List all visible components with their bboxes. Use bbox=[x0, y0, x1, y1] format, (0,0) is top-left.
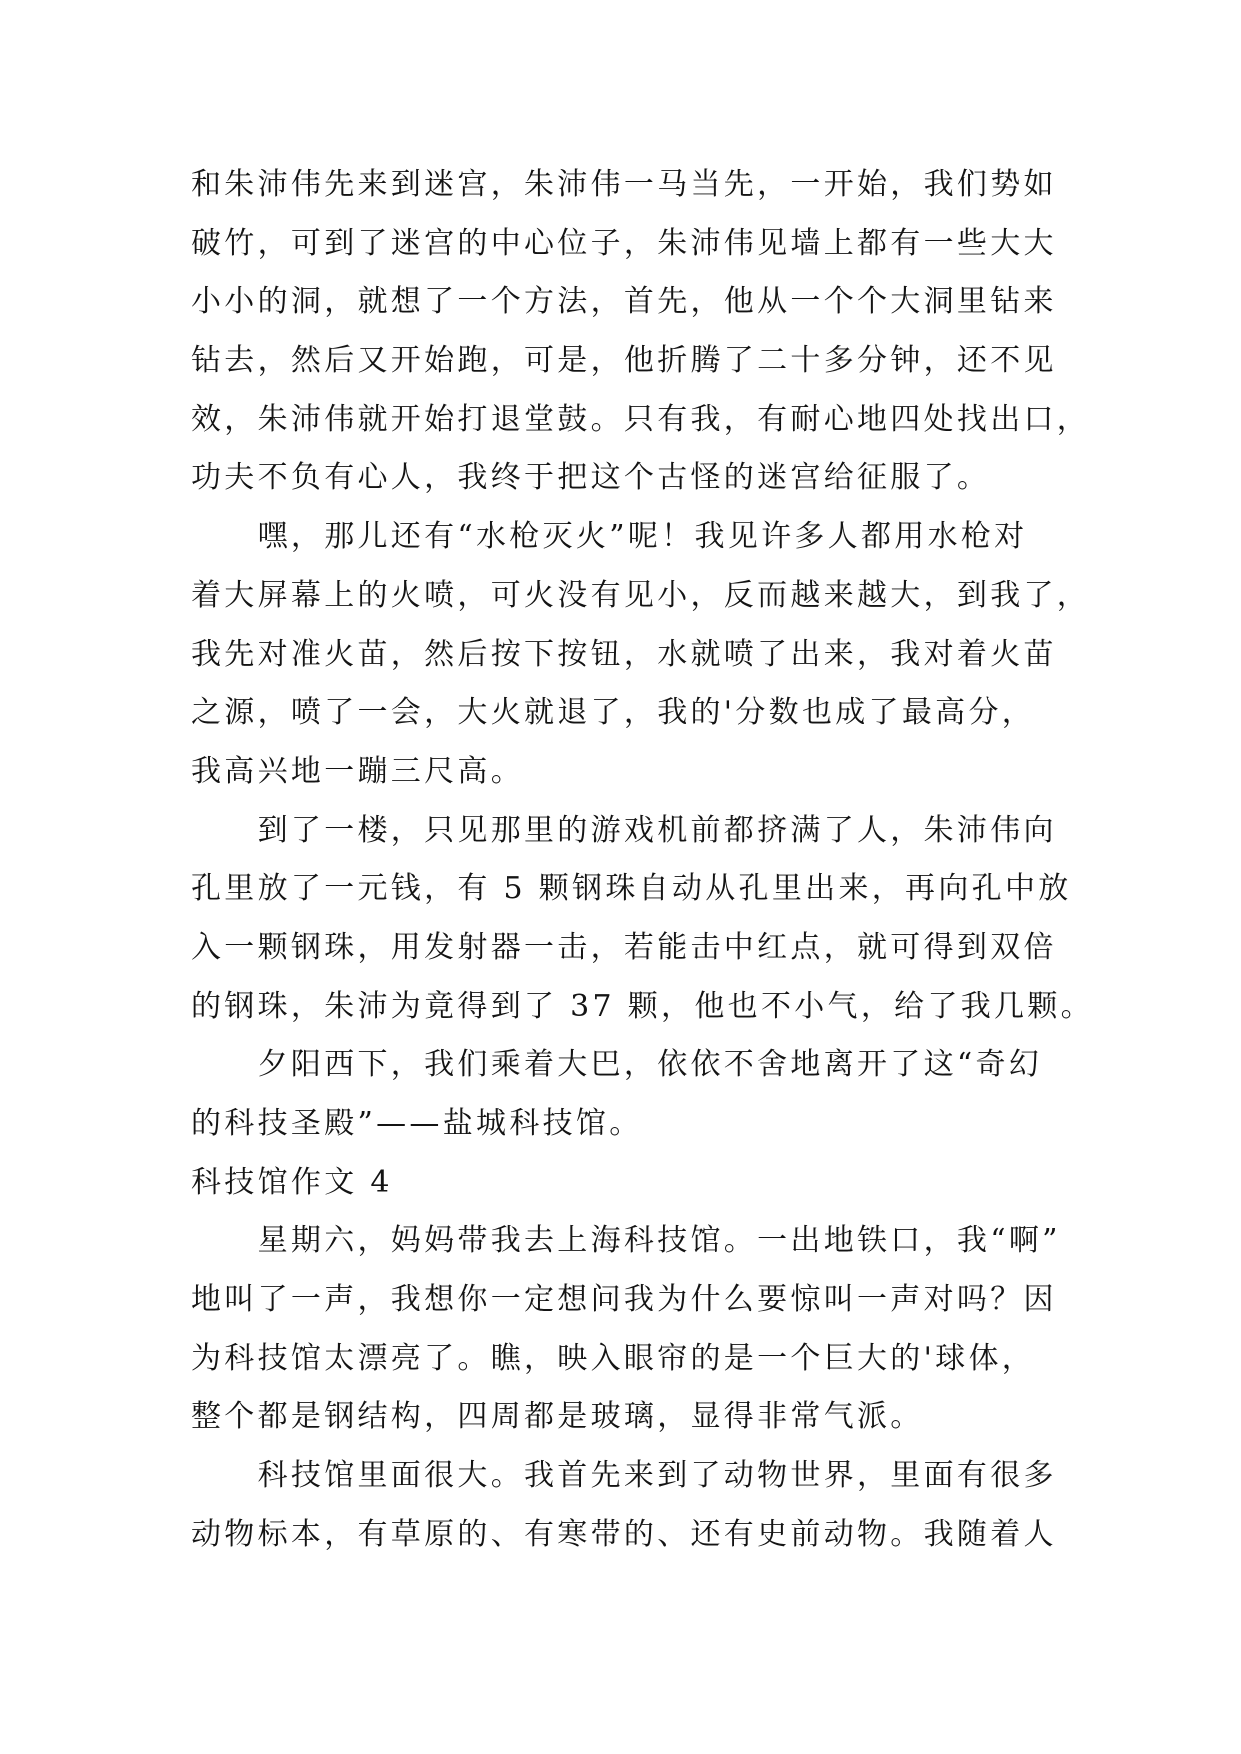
paragraph bbox=[191, 156, 1151, 508]
text-line: 的钢珠，朱沛为竟得到了 37 颗，他也不小气，给了我几颗。 bbox=[191, 988, 1094, 1024]
text-line: 我高兴地一蹦三尺高。 bbox=[191, 753, 524, 789]
text-line: 之源，喷了一会，大火就退了，我的'分数也成了最高分， bbox=[191, 695, 1036, 731]
text-line: 星期六，妈妈带我去上海科技馆。一出地铁口，我“啊” bbox=[257, 1223, 1061, 1259]
section-heading: 科技馆作文 4 bbox=[191, 1164, 393, 1200]
paragraph bbox=[191, 1212, 1151, 1447]
text-line: 和朱沛伟先来到迷宫，朱沛伟一马当先，一开始，我们势如 bbox=[191, 167, 1057, 202]
text-line: 功夫不负有心人，我终于把这个古怪的迷宫给征服了。 bbox=[191, 460, 991, 496]
text-line: 入一颗钢珠，用发射器一击，若能击中红点，就可得到双倍 bbox=[191, 929, 1057, 965]
paragraph bbox=[191, 508, 1151, 801]
text-line: 的科技圣殿”——盐城科技馆。 bbox=[191, 1106, 643, 1141]
text-line: 钻去，然后又开始跑，可是，他折腾了二十多分钟，还不见 bbox=[191, 343, 1057, 379]
text-line: 我先对准火苗，然后按下按钮，水就喷了出来，我对着火苗 bbox=[191, 636, 1057, 672]
text-line: 孔里放了一元钱，有 5 颗钢珠自动从孔里出来，再向孔中放 bbox=[191, 871, 1072, 907]
paragraph bbox=[191, 1447, 1151, 1564]
document-page bbox=[191, 156, 1151, 1565]
text-line: 动物标本，有草原的、有寒带的、还有史前动物。我随着人 bbox=[191, 1516, 1057, 1552]
text-line: 到了一楼，只见那里的游戏机前都挤满了人，朱沛伟向 bbox=[257, 812, 1057, 848]
text-line: 嘿，那儿还有“水枪灭火”呢！我见许多人都用水枪对 bbox=[257, 519, 1028, 555]
text-line: 夕阳西下，我们乘着大巴，依依不舍地离开了这“奇幻 bbox=[257, 1047, 1043, 1083]
text-line: 地叫了一声，我想你一定想问我为什么要惊叫一声对吗？因 bbox=[191, 1282, 1057, 1318]
text-line: 着大屏幕上的火喷，可火没有见小，反而越来越大，到我了， bbox=[191, 577, 1091, 613]
paragraph bbox=[191, 1036, 1151, 1153]
text-line: 破竹，可到了迷宫的中心位子，朱沛伟见墙上都有一些大大 bbox=[191, 225, 1057, 261]
text-line: 整个都是钢结构，四周都是玻璃，显得非常气派。 bbox=[191, 1399, 924, 1435]
text-line: 效，朱沛伟就开始打退堂鼓。只有我，有耐心地四处找出口， bbox=[191, 401, 1091, 437]
text-line: 科技馆里面很大。我首先来到了动物世界，里面有很多 bbox=[257, 1458, 1057, 1494]
paragraph bbox=[191, 802, 1151, 1037]
text-line: 为科技馆太漂亮了。瞧，映入眼帘的是一个巨大的'球体， bbox=[191, 1340, 1036, 1376]
text-line: 小小的洞，就想了一个方法，首先，他从一个个大洞里钻来 bbox=[191, 284, 1057, 320]
